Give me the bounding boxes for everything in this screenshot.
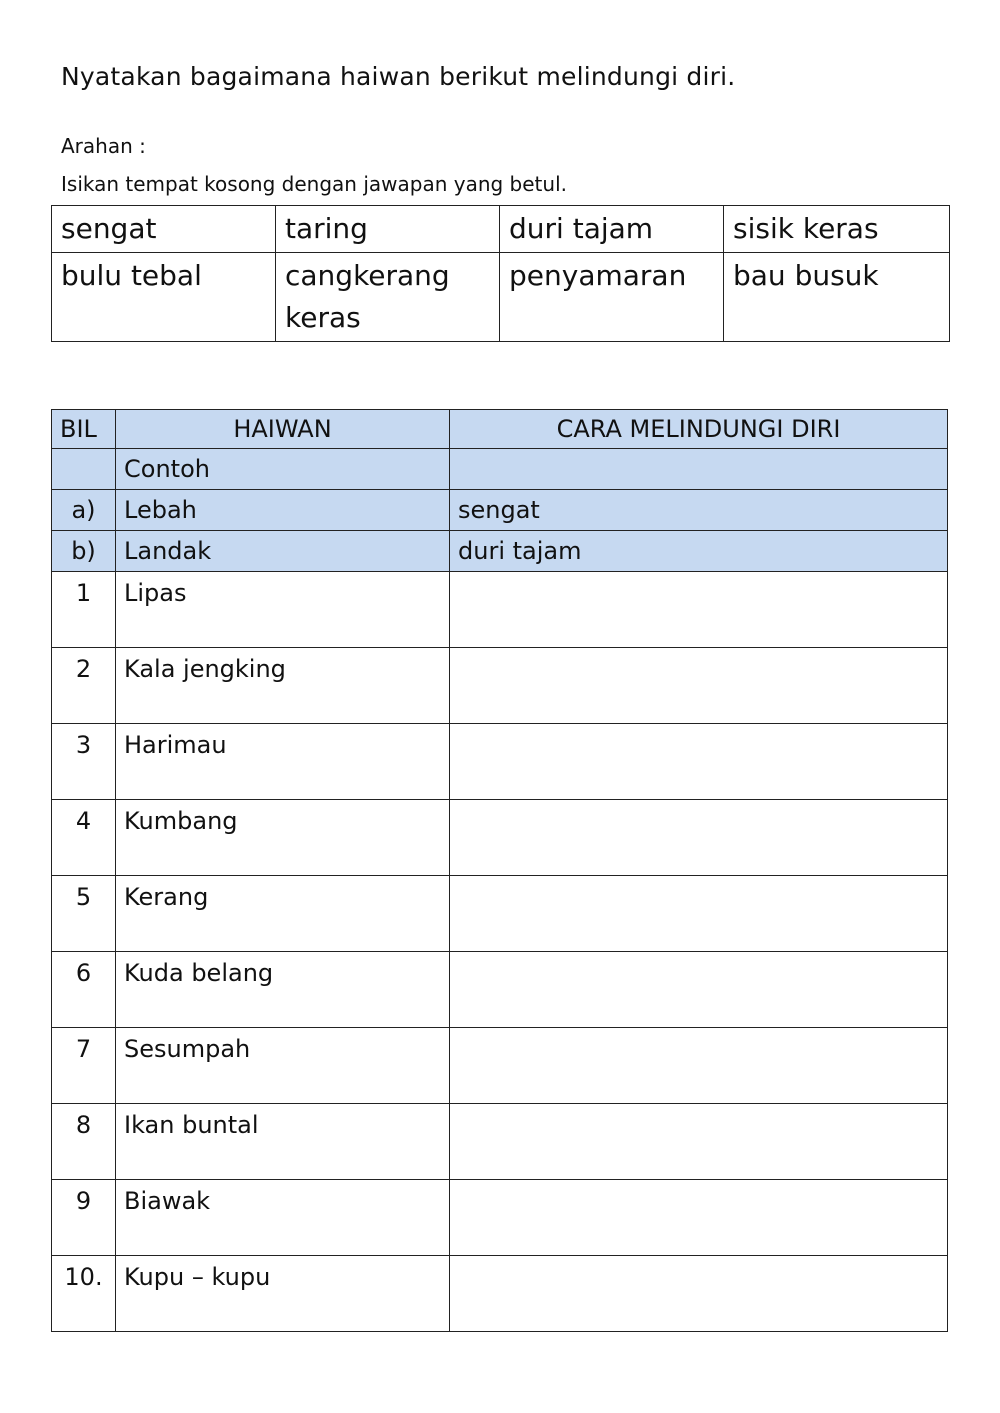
row-bil: 6	[52, 952, 116, 1028]
word-bank-cell: taring	[276, 206, 500, 253]
instructions-text: Isikan tempat kosong dengan jawapan yang betul.	[61, 172, 567, 196]
table-row	[52, 1104, 948, 1180]
animal-defense-table	[51, 409, 948, 1332]
row-bil: 5	[52, 876, 116, 952]
word-bank-cell: duri tajam	[500, 206, 724, 253]
instructions-label: Arahan :	[61, 134, 146, 158]
table-row	[52, 1256, 948, 1332]
row-bil: a)	[52, 490, 116, 531]
answer-blank[interactable]	[450, 724, 948, 800]
row-animal: Harimau	[116, 724, 450, 800]
row-bil: b)	[52, 531, 116, 572]
example-label: Contoh	[116, 449, 450, 490]
table-row	[52, 1028, 948, 1104]
table-header-row	[52, 410, 948, 449]
row-bil: 3	[52, 724, 116, 800]
answer-blank[interactable]	[450, 1256, 948, 1332]
row-animal: Biawak	[116, 1180, 450, 1256]
row-bil: 2	[52, 648, 116, 724]
table-row	[52, 952, 948, 1028]
row-animal: Landak	[116, 531, 450, 572]
example-answer-cell	[450, 449, 948, 490]
row-animal: Ikan buntal	[116, 1104, 450, 1180]
row-animal: Kumbang	[116, 800, 450, 876]
answer-blank[interactable]	[450, 952, 948, 1028]
header-haiwan: HAIWAN	[116, 410, 450, 449]
row-bil: 9	[52, 1180, 116, 1256]
word-bank-cell: bulu tebal	[52, 253, 276, 342]
example-label-row	[52, 449, 948, 490]
table-row	[52, 724, 948, 800]
row-bil: 4	[52, 800, 116, 876]
header-cara: CARA MELINDUNGI DIRI	[450, 410, 948, 449]
row-animal: Sesumpah	[116, 1028, 450, 1104]
word-bank-cell: cangkerang keras	[276, 253, 500, 342]
table-row	[52, 572, 948, 648]
answer-blank[interactable]	[450, 876, 948, 952]
word-bank-row	[52, 253, 950, 342]
row-bil: 7	[52, 1028, 116, 1104]
word-bank-cell: sengat	[52, 206, 276, 253]
answer-blank[interactable]	[450, 1180, 948, 1256]
word-bank-row	[52, 206, 950, 253]
word-bank-table	[51, 205, 950, 342]
table-row	[52, 1180, 948, 1256]
row-bil: 10.	[52, 1256, 116, 1332]
table-row	[52, 800, 948, 876]
header-bil: BIL	[52, 410, 116, 449]
row-animal: Kala jengking	[116, 648, 450, 724]
row-answer: sengat	[450, 490, 948, 531]
row-animal: Kupu – kupu	[116, 1256, 450, 1332]
answer-blank[interactable]	[450, 1028, 948, 1104]
worksheet-title: Nyatakan bagaimana haiwan berikut melindungi diri.	[61, 62, 736, 91]
row-animal: Kuda belang	[116, 952, 450, 1028]
example-row	[52, 531, 948, 572]
row-bil: 1	[52, 572, 116, 648]
example-row	[52, 490, 948, 531]
word-bank-cell: sisik keras	[724, 206, 950, 253]
example-bil-cell	[52, 449, 116, 490]
word-bank-cell: bau busuk	[724, 253, 950, 342]
answer-blank[interactable]	[450, 800, 948, 876]
table-row	[52, 648, 948, 724]
row-animal: Lipas	[116, 572, 450, 648]
row-bil: 8	[52, 1104, 116, 1180]
answer-blank[interactable]	[450, 572, 948, 648]
answer-blank[interactable]	[450, 1104, 948, 1180]
row-answer: duri tajam	[450, 531, 948, 572]
answer-blank[interactable]	[450, 648, 948, 724]
table-row	[52, 876, 948, 952]
row-animal: Lebah	[116, 490, 450, 531]
word-bank-cell: penyamaran	[500, 253, 724, 342]
row-animal: Kerang	[116, 876, 450, 952]
